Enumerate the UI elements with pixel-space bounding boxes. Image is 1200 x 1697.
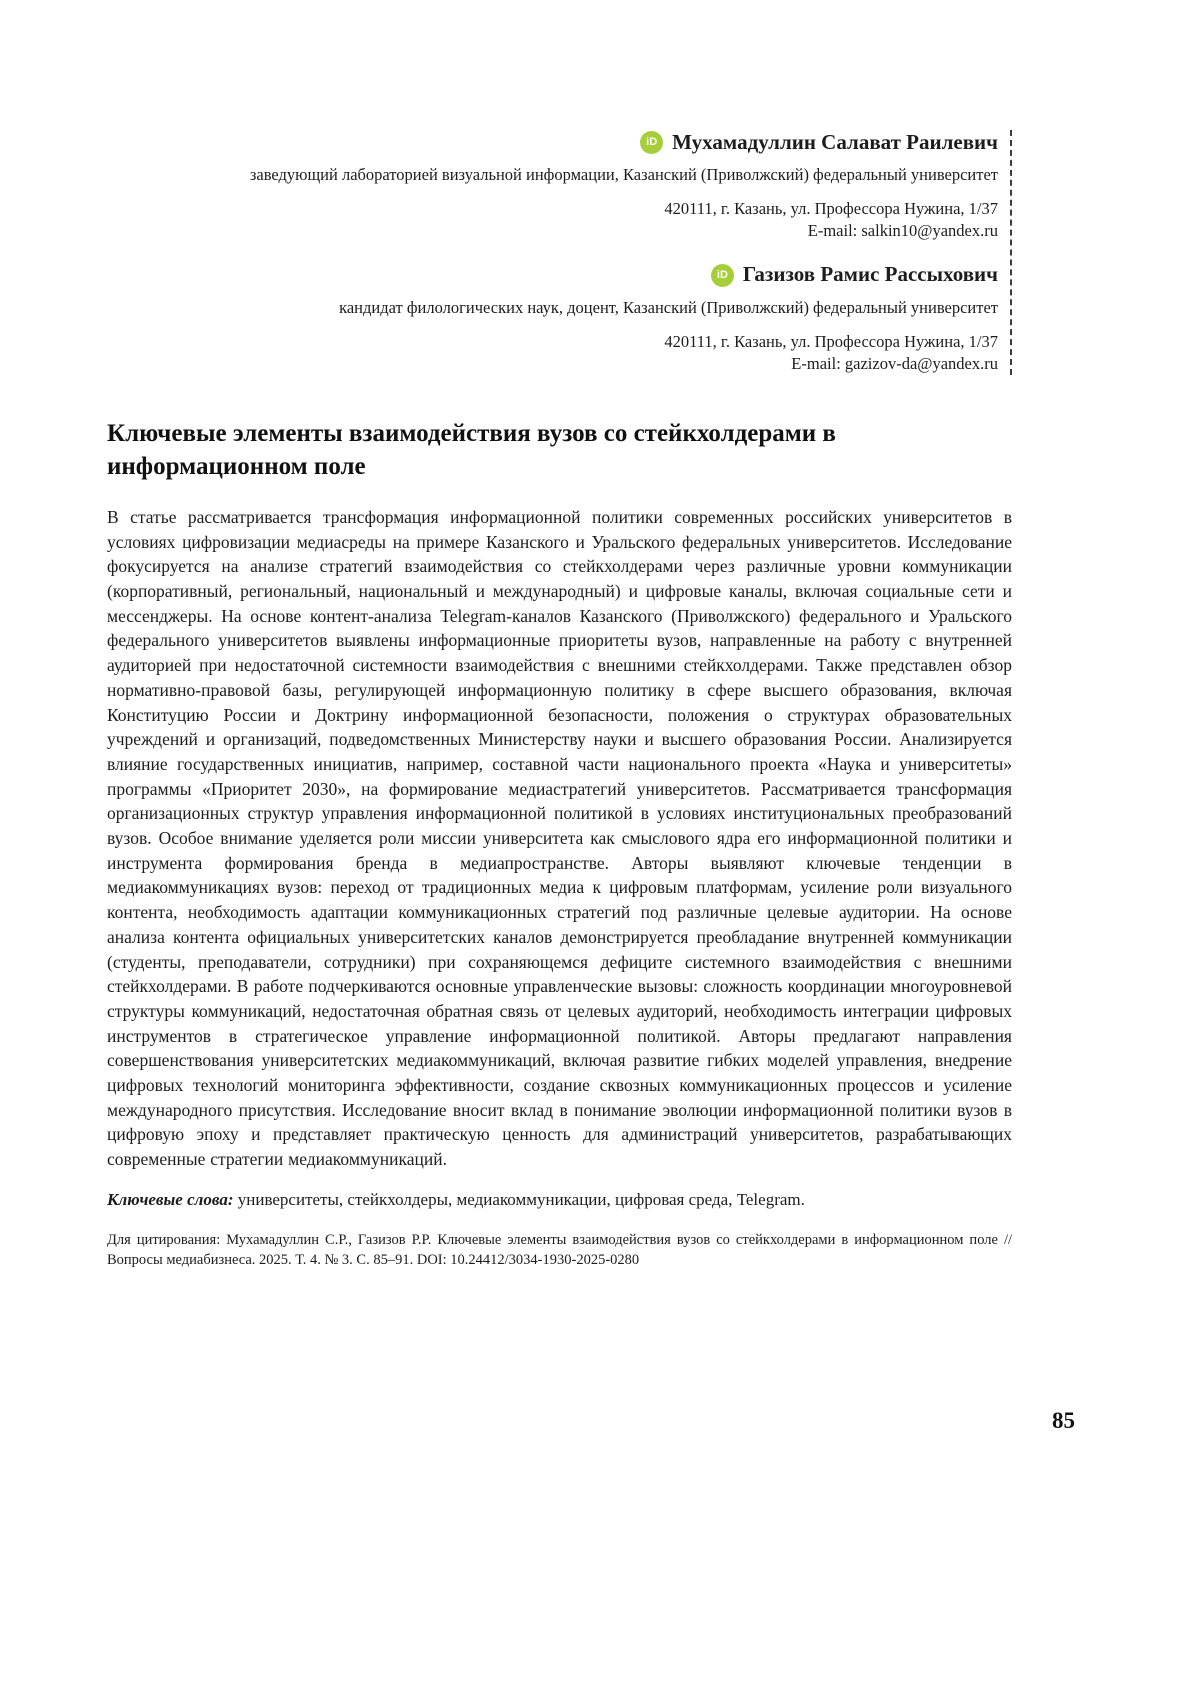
keywords-text: университеты, стейкхолдеры, медиакоммуникации, цифровая среда, Telegram. [233, 1189, 805, 1209]
page-content [0, 130, 1200, 1270]
article-abstract: В статье рассматривается трансформация информационной политики современных российских университетов в условиях цифровизации медиасреды на примере Казанского и Уральского федеральных университетов. Исследование фокусируется на анализе стратегий взаимодействия со стейкхолдерами через различные уровни коммуникации (корпоративный, региональный, национальный и международный) и цифровые каналы, включая социальные сети и мессенджеры. На основе контент-анализа Telegram-каналов Казанского (Приволжского) федерального и Уральского федерального университетов выявлены информационные приоритеты вузов, направленные на работу с внутренней аудиторией при недостаточной системности взаимодействия с внешними стейкхолдерами. Также представлен обзор нормативно-правовой базы, регулирующей информационную политику в сфере высшего образования, включая Конституцию России и Доктрину информационной безопасности, положения о структурах образовательных учреждений и организаций, подведомственных Министерству науки и высшего образования России. Анализируется влияние государственных инициатив, например, составной части национального проекта «Наука и университеты» программы «Приоритет 2030», на формирование медиастратегий университетов. Рассматривается трансформация организационных структур управления информационной политикой в условиях институциональных преобразований вузов. Особое внимание уделяется роли миссии университета как смыслового ядра его информационной политики и инструмента формирования бренда в медиапространстве. Авторы выявляют ключевые тенденции в медиакоммуникациях вузов: переход от традиционных медиа к цифровым платформам, усиление роли визуального контента, необходимость адаптации коммуникационных стратегий под различные целевые аудитории. На основе анализа контента официальных университетских каналов демонстрируется преобладание внутренней коммуникации (студенты, преподаватели, сотрудники) при сохраняющемся дефиците системного взаимодействия с внешними стейкхолдерами. В работе подчеркиваются основные управленческие вызовы: сложность координации многоуровневой структуры коммуникаций, недостаточная обратная связь от целевых аудиторий, необходимость интеграции цифровых инструментов в стратегическое управление информационной политикой. Авторы предлагают направления совершенствования университетских медиакоммуникаций, включая развитие гибких моделей управления, внедрение цифровых технологий мониторинга эффективности, создание сквозных коммуникационных процессов и усиление международного присутствия. Исследование вносит вклад в понимание эволюции информационной политики вузов в цифровую эпоху и представляет практическую ценность для администраций университетов, разрабатывающих современные стратегии медиакоммуникаций. [107, 506, 1012, 1170]
author-name-row [107, 130, 998, 155]
author-entry [107, 262, 998, 374]
author-affiliation: кандидат филологических наук, доцент, Казанский (Приволжский) федеральный университет [339, 297, 998, 317]
orcid-icon[interactable]: iD [711, 264, 734, 287]
author-address-block [107, 198, 998, 242]
author-address: 420111, г. Казань, ул. Профессора Нужина, 1/37 [664, 199, 998, 219]
author-address: 420111, г. Казань, ул. Профессора Нужина, 1/37 [664, 331, 998, 351]
citation-line: Для цитирования: Мухамадуллин С.Р., Газизов Р.Р. Ключевые элементы взаимодействия вузов со стейкхолдерами в информационном поле // Вопросы медиабизнеса. 2025. Т. 4. № 3. С. 85–91. DOI: 10.24412/3034-1930-2025-0280 [107, 1231, 1012, 1268]
author-name-row [107, 262, 998, 287]
author-name: Газизов Рамис Рассыхович [742, 262, 998, 287]
author-name: Мухамадуллин Салават Раилевич [672, 130, 998, 154]
orcid-icon[interactable]: iD [640, 131, 663, 154]
page-number: 85 [1052, 1408, 1075, 1433]
keywords-label: Ключевые слова: [107, 1189, 234, 1209]
author-entry [107, 130, 998, 242]
author-address-block [107, 331, 998, 375]
author-affiliation: заведующий лабораторией визуальной информации, Казанский (Приволжский) федеральный университет [249, 165, 998, 185]
author-block [107, 130, 1012, 375]
keywords-line [107, 1188, 1012, 1212]
author-email: E-mail: salkin10@yandex.ru [807, 221, 998, 241]
article-title: Ключевые элементы взаимодействия вузов со стейкхолдерами в информационном поле [107, 419, 836, 480]
author-email: E-mail: gazizov-da@yandex.ru [791, 353, 998, 373]
